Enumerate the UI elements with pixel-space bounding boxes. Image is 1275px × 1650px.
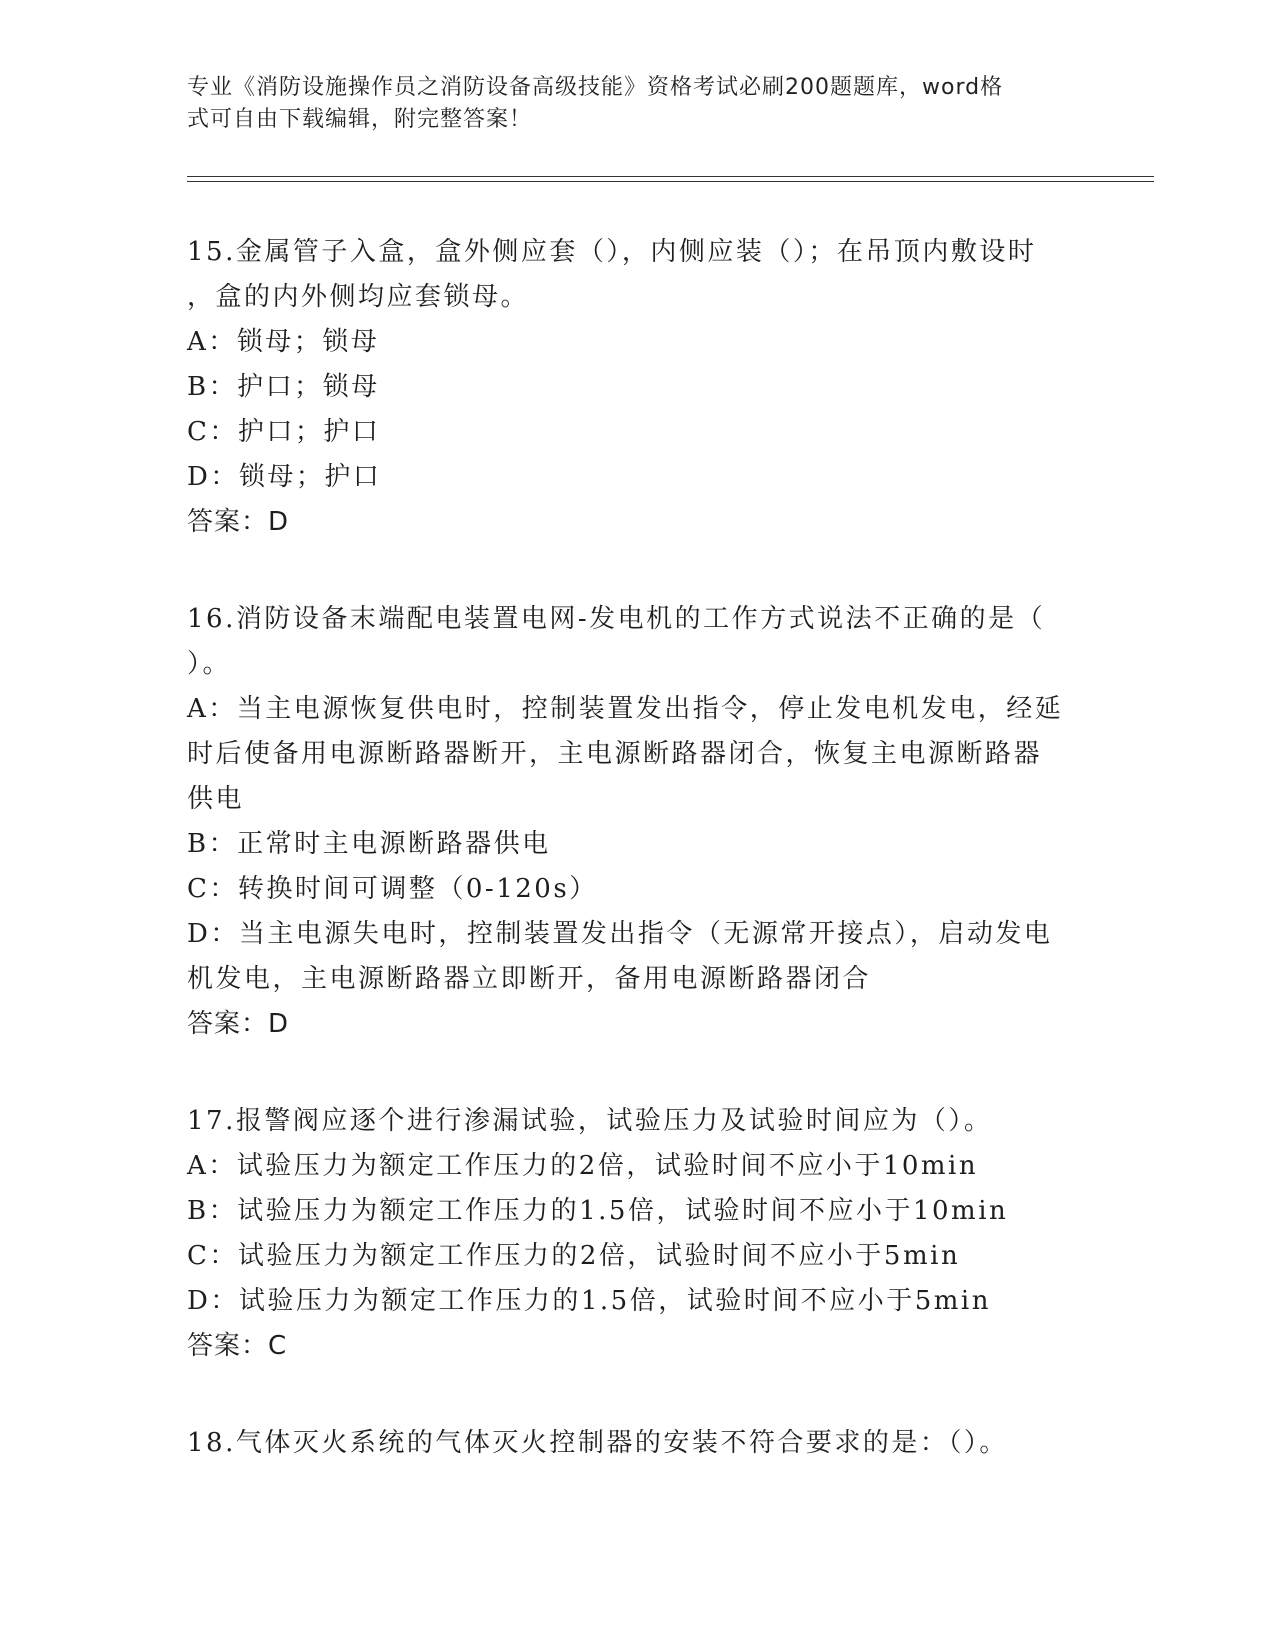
answer: 答案：C — [187, 1331, 288, 1361]
question-text: 17.报警阀应逐个进行渗漏试验，试验压力及试验时间应为（）。 — [187, 1106, 993, 1136]
question-text: ，盒的内外侧均应套锁母。 — [187, 282, 530, 312]
option-d-continued: 机发电，主电源断路器立即断开，备用电源断路器闭合 — [187, 964, 872, 994]
question-18 — [187, 1421, 1067, 1466]
option-a: A：试验压力为额定工作压力的2倍，试验时间不应小于10min — [187, 1151, 979, 1181]
question-text: 16.消防设备末端配电装置电网-发电机的工作方式说法不正确的是（ — [187, 604, 1046, 634]
answer: 答案：D — [187, 1009, 290, 1039]
question-17 — [187, 1099, 1067, 1369]
option-a: A：锁母；锁母 — [187, 327, 380, 357]
option-a-continued: 时后使备用电源断路器断开，主电源断路器闭合，恢复主电源断路器 — [187, 739, 1043, 769]
question-16 — [187, 597, 1067, 1047]
question-text: ）。 — [187, 649, 232, 679]
document-header — [187, 72, 1067, 136]
question-text: 15.金属管子入盒，盒外侧应套（），内侧应装（）；在吊顶内敷设时 — [187, 237, 1037, 267]
question-text: 18.气体灭火系统的气体灭火控制器的安装不符合要求的是：（）。 — [187, 1428, 1008, 1458]
question-list — [187, 230, 1067, 1518]
header-divider-bottom — [187, 181, 1154, 182]
option-a-continued: 供电 — [187, 784, 245, 814]
header-divider-top — [187, 176, 1154, 177]
option-d: D：锁母；护口 — [187, 462, 382, 492]
header-line-1: 专业《消防设施操作员之消防设备高级技能》资格考试必刷200题题库，word格 — [187, 75, 1004, 100]
question-15 — [187, 230, 1067, 545]
option-c: C：试验压力为额定工作压力的2倍，试验时间不应小于5min — [187, 1241, 961, 1271]
header-line-2: 式可自由下载编辑，附完整答案！ — [187, 107, 533, 132]
option-c: C：护口；护口 — [187, 417, 381, 447]
option-b: B：护口；锁母 — [187, 372, 380, 402]
answer: 答案：D — [187, 507, 290, 537]
option-d: D：试验压力为额定工作压力的1.5倍，试验时间不应小于5min — [187, 1286, 991, 1316]
option-b: B：试验压力为额定工作压力的1.5倍，试验时间不应小于10min — [187, 1196, 1009, 1226]
option-a: A：当主电源恢复供电时，控制装置发出指令，停止发电机发电，经延 — [187, 694, 1064, 724]
option-d: D：当主电源失电时，控制装置发出指令（无源常开接点），启动发电 — [187, 919, 1053, 949]
option-c: C：转换时间可调整（0-120s） — [187, 874, 598, 904]
option-b: B：正常时主电源断路器供电 — [187, 829, 551, 859]
